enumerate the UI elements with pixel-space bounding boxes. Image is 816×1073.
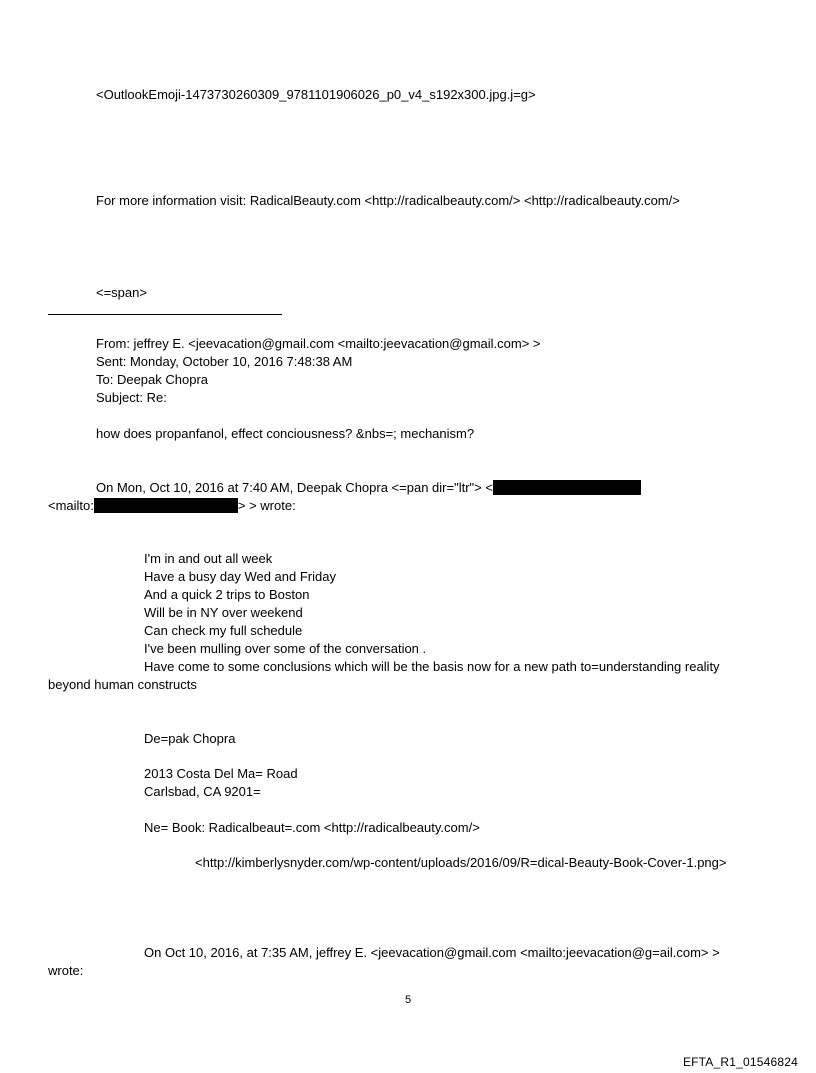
message-line: And a quick 2 trips to Boston: [144, 587, 310, 602]
page-number: 5: [404, 994, 412, 1006]
earlier-message-wrote: wrote:: [48, 963, 84, 978]
message-line: Can check my full schedule: [144, 623, 303, 638]
span-artifact: <=span>: [96, 285, 147, 300]
signature-book-line: Ne= Book: Radicalbeaut=.com <http://radicalbeauty.com/>: [144, 820, 480, 835]
message-line-wrap: beyond human constructs: [48, 677, 197, 692]
redaction-block: [493, 480, 641, 495]
quote-header-line1: [96, 479, 641, 496]
wrote-suffix: > > wrote:: [237, 498, 296, 513]
header-to: To: Deepak Chopra: [96, 372, 209, 387]
more-info-line: For more information visit: RadicalBeauty.com <http://radicalbeauty.com/> <http://radicalbeauty.com/>: [96, 193, 680, 208]
earlier-message-header: On Oct 10, 2016, at 7:35 AM, jeffrey E. <jeevacation@gmail.com <mailto:jeevacation@g=ail.com> >: [144, 945, 720, 960]
header-subject: Subject: Re:: [96, 390, 167, 405]
signature-name: De=pak Chopra: [144, 731, 236, 746]
quote-header-line2: [48, 497, 296, 514]
signature-address-line1: 2013 Costa Del Ma= Road: [144, 766, 298, 781]
message-line: I've been mulling over some of the conversation .: [144, 641, 427, 656]
question-line: how does propanfanol, effect conciousness? &nbs=; mechanism?: [96, 426, 475, 441]
emoji-reference: <OutlookEmoji-1473730260309_9781101906026_p0_v4_s192x300.jpg.j=g>: [96, 87, 536, 102]
message-line: Have a busy day Wed and Friday: [144, 569, 336, 584]
header-from: From: jeffrey E. <jeevacation@gmail.com <mailto:jeevacation@gmail.com> >: [96, 336, 541, 351]
book-cover-image-link: <http://kimberlysnyder.com/wp-content/uploads/2016/09/R=dical-Beauty-Book-Cover-1.png>: [195, 855, 727, 870]
header-sent: Sent: Monday, October 10, 2016 7:48:38 AM: [96, 354, 353, 369]
signature-address-line2: Carlsbad, CA 9201=: [144, 784, 261, 799]
message-line: Will be in NY over weekend: [144, 605, 303, 620]
document-id: EFTA_R1_01546824: [682, 1055, 798, 1069]
message-line: I'm in and out all week: [144, 551, 273, 566]
separator-rule: [48, 314, 282, 315]
message-line: Have come to some conclusions which will be the basis now for a new path to=understanding reality: [144, 659, 720, 674]
quote-header-text: On Mon, Oct 10, 2016 at 7:40 AM, Deepak Chopra <=pan dir="ltr"> <: [96, 480, 493, 495]
redaction-block: [94, 498, 238, 513]
mailto-prefix: <mailto:: [48, 498, 94, 513]
